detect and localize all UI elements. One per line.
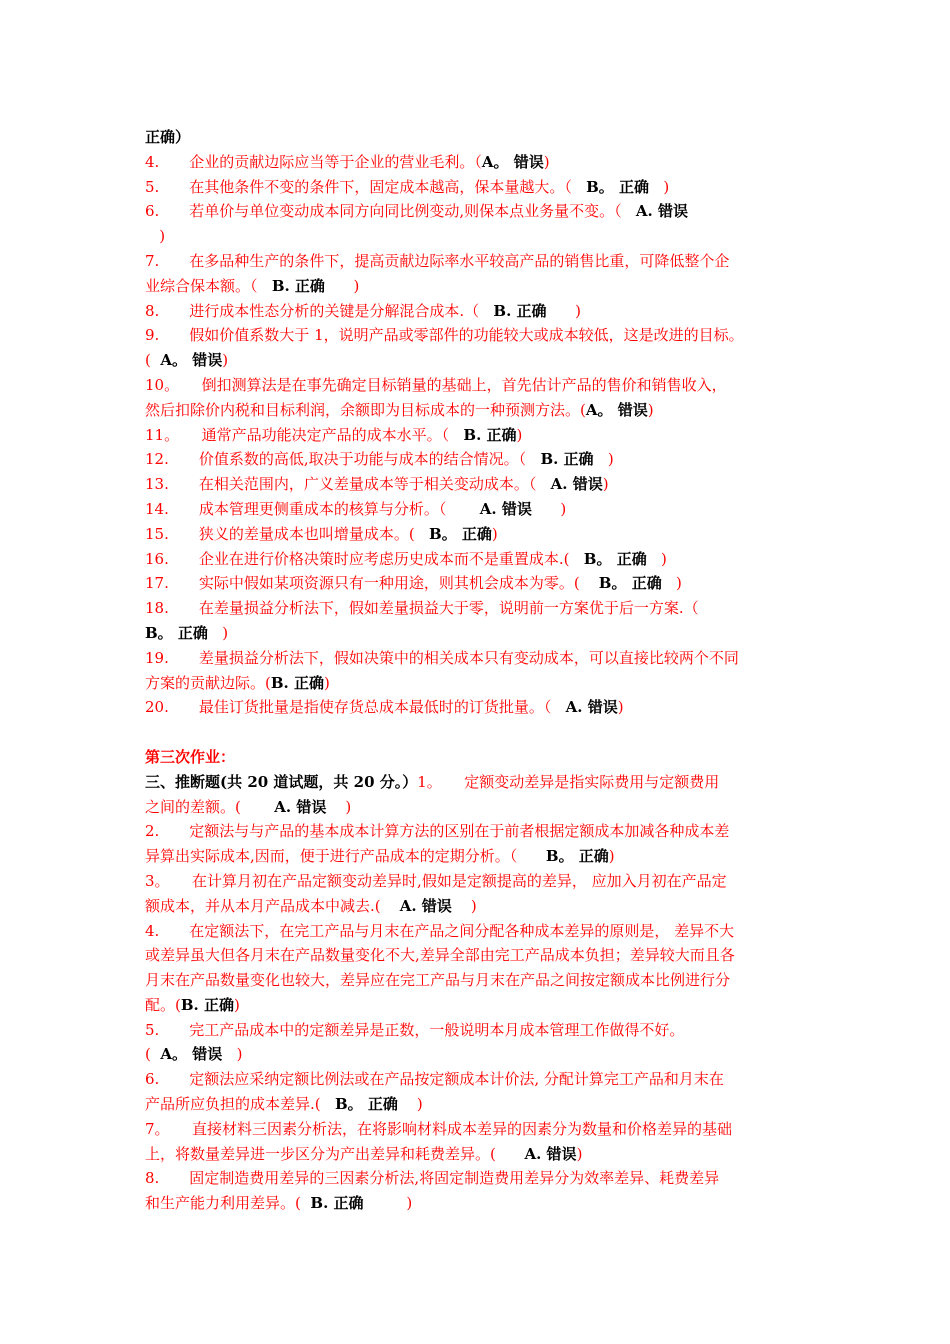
question-text: 产品所应负担的成本差异.( <box>145 1095 335 1114</box>
answer-label: A。 错误 <box>481 152 544 171</box>
answer-label: A. 错误 <box>635 202 688 221</box>
closing-paren: ) <box>233 995 240 1014</box>
closing-paren: ) <box>608 847 615 866</box>
closing-paren: ) <box>491 524 498 543</box>
question-text: 5. 在其他条件不变的条件下，固定成本越高，保本量越大。（ <box>145 177 587 196</box>
question-line <box>145 547 815 572</box>
question-line <box>145 1142 815 1167</box>
answer-label: B。 正确 <box>545 847 609 866</box>
question-line <box>145 819 815 844</box>
question-line <box>145 224 815 249</box>
closing-paren: ) <box>222 351 229 370</box>
question-line <box>145 150 815 175</box>
question-line <box>145 274 815 299</box>
question-text: 或差异虽大但各月末在产品数量变化不大,差异全部由完工产品成本负担；差异较大而且各 <box>145 946 735 965</box>
question-text: 6. 若单价与单位变动成本同方向同比例变动,则保本点业务量不变。（ <box>145 202 636 221</box>
blank-line <box>145 720 815 745</box>
closing-paren: ) <box>363 1194 413 1213</box>
closing-paren: ) <box>546 301 581 320</box>
question-line <box>145 943 815 968</box>
closing-paren: ) <box>516 425 523 444</box>
closing-paren: ) <box>397 1095 423 1114</box>
answer-label: A. 错误 <box>479 499 532 518</box>
question-text: 9. 假如价值系数大于 1，说明产品或零部件的功能较大或成本较低，这是改进的目标。 <box>145 326 744 345</box>
question-text: 19. 差量损益分析法下，假如决策中的相关成本只有变动成本，可以直接比较两个不同 <box>145 648 739 667</box>
question-text: 17. 实际中假如某项资源只有一种用途，则其机会成本为零。( <box>145 574 599 593</box>
question-text: 11。 通常产品功能决定产品的成本水平。（ <box>145 425 464 444</box>
answer-label: B。 正确 <box>429 524 492 543</box>
answer-label: B. 正确 <box>180 995 234 1014</box>
question-text: ) <box>145 227 166 246</box>
question-line <box>145 894 815 919</box>
question-line <box>145 249 815 274</box>
question-text: 18. 在差量损益分析法下，假如差量损益大于零，说明前一方案优于后一方案.（ <box>145 599 699 618</box>
question-line <box>145 299 815 324</box>
question-line <box>145 522 815 547</box>
question-text: 上，将数量差异进一步区分为产出差异和耗费差异。( <box>145 1144 525 1163</box>
closing-paren: ) <box>647 400 654 419</box>
question-text: 7. 在多品种生产的条件下，提高贡献边际率水平较高产品的销售比重，可降低整个企 <box>145 251 730 270</box>
question-text: 12. 价值系数的高低,取决于功能与成本的结合情况。（ <box>145 450 541 469</box>
question-line <box>145 1067 815 1092</box>
answer-list-part-three <box>145 770 815 1216</box>
closing-paren: ) <box>543 152 550 171</box>
closing-paren: ) <box>602 475 609 494</box>
question-line <box>145 1042 815 1067</box>
question-line <box>145 348 815 373</box>
question-text: 业综合保本额。（ <box>145 276 272 295</box>
question-line <box>145 1166 815 1191</box>
question-text: 3。 在计算月初在产品定额变动差异时,假如是定额提高的差异， 应加入月初在产品定 <box>145 871 727 890</box>
closing-paren: ) <box>324 276 360 295</box>
question-line <box>145 646 815 671</box>
question-line <box>145 1117 815 1142</box>
section-intro: 三、推断题(共 20 道试题，共 20 分。） <box>145 772 418 791</box>
answer-label: B. 正确 <box>270 673 324 692</box>
question-line <box>145 1018 815 1043</box>
question-line <box>145 472 815 497</box>
question-line <box>145 968 815 993</box>
question-text: 8. 进行成本性态分析的关键是分解混合成本.（ <box>145 301 494 320</box>
closing-paren: ) <box>661 574 682 593</box>
question-text: 2. 定额法与与产品的基本成本计算方法的区别在于前者根据定额成本加减各种成本差 <box>145 822 730 841</box>
question-text: 4. 在定额法下，在完工产品与月末在产品之间分配各种成本差异的原则是， 差异不大 <box>145 921 735 940</box>
question-line <box>145 869 815 894</box>
answer-label: A. 错误 <box>274 797 327 816</box>
closing-paren: ) <box>576 1144 583 1163</box>
closing-paren: ) <box>593 450 614 469</box>
answer-label: A. 错误 <box>550 475 603 494</box>
question-line <box>145 447 815 472</box>
answer-label: A. 错误 <box>565 698 618 717</box>
question-line <box>145 695 815 720</box>
closing-paren: ) <box>617 698 624 717</box>
answer-label: A。 错误 <box>160 351 223 370</box>
closing-paren: ) <box>222 1045 243 1064</box>
closing-paren: ) <box>531 499 567 518</box>
closing-paren: ) <box>451 896 477 915</box>
question-text: 14. 成本管理更侧重成本的核算与分析。（ <box>145 499 480 518</box>
question-line <box>145 497 815 522</box>
closing-paren: ) <box>323 673 330 692</box>
question-text: ( <box>145 351 161 370</box>
answer-list-part-two <box>145 125 815 720</box>
answer-label: 正确） <box>145 128 191 146</box>
closing-paren: ) <box>649 177 670 196</box>
answer-label: A。 错误 <box>585 400 648 419</box>
answer-label: B. 正确 <box>271 276 325 295</box>
question-text: 16. 企业在进行价格决策时应考虑历史成本而不是重置成本.( <box>145 549 584 568</box>
question-line <box>145 1191 815 1216</box>
question-line <box>145 1092 815 1117</box>
answer-label: B。 正确 <box>598 574 662 593</box>
question-line <box>145 993 815 1018</box>
question-text: 20. 最佳订货批量是指使存货总成本最低时的订货批量。（ <box>145 698 566 717</box>
question-text: 15. 狭义的差量成本也叫增量成本。( <box>145 524 430 543</box>
answer-label: B。 正确 <box>586 177 650 196</box>
question-text: 异算出实际成本,因而，便于进行产品成本的定期分析。（ <box>145 847 546 866</box>
question-line <box>145 423 815 448</box>
question-text: ( <box>145 1045 161 1064</box>
question-line <box>145 199 815 224</box>
question-line <box>145 398 815 423</box>
answer-label: B. 正确 <box>540 450 594 469</box>
closing-paren: ) <box>326 797 352 816</box>
section-title: 第三次作业： <box>145 747 236 766</box>
question-text: 7。 直接材料三因素分析法，在将影响材料成本差异的因素分为数量和价格差异的基础 <box>145 1119 733 1138</box>
question-text: 10。 倒扣测算法是在事先确定目标销量的基础上，首先估计产品的售价和销售收入， <box>145 375 727 394</box>
question-text: 1。 定额变动差异是指实际费用与定额费用 <box>417 772 720 791</box>
answer-label: B. 正确 <box>493 301 547 320</box>
question-text: 月末在产品数量变化也较大，差异应在完工产品与月末在产品之间按定额成本比例进行分 <box>145 971 731 990</box>
answer-label: B。 正确 <box>583 549 647 568</box>
question-text: 8. 固定制造费用差异的三因素分析法,将固定制造费用差异分为效率差异、耗费差异 <box>145 1169 720 1188</box>
answer-label: A。 错误 <box>160 1045 223 1064</box>
question-line <box>145 671 815 696</box>
question-text: 配。( <box>145 995 181 1014</box>
question-line <box>145 373 815 398</box>
answer-label: A. 错误 <box>399 896 452 915</box>
question-line <box>145 844 815 869</box>
question-text: 和生产能力利用差异。( <box>145 1194 311 1213</box>
question-line <box>145 125 815 150</box>
question-line <box>145 621 815 646</box>
answer-label: B。 正确 <box>145 623 208 642</box>
question-line <box>145 770 815 795</box>
answer-label: B. 正确 <box>463 425 517 444</box>
closing-paren: ) <box>646 549 667 568</box>
question-text: 方案的贡献边际。( <box>145 673 271 692</box>
question-text: 4. 企业的贡献边际应当等于企业的营业毛利。（ <box>145 152 482 171</box>
answer-label: A. 错误 <box>524 1144 577 1163</box>
question-text: 之间的差额。( <box>145 797 275 816</box>
question-line <box>145 571 815 596</box>
question-text: 然后扣除价内税和目标利润，余额即为目标成本的一种预测方法。( <box>145 400 586 419</box>
question-line <box>145 323 815 348</box>
closing-paren: ) <box>207 623 229 642</box>
question-text: 6. 定额法应采纳定额比例法或在产品按定额成本计价法, 分配计算完工产品和月末在 <box>145 1070 724 1089</box>
answer-label: B。 正确 <box>334 1095 398 1114</box>
document-page <box>145 125 815 1216</box>
question-line <box>145 919 815 944</box>
question-text: 额成本，并从本月产品成本中减去.( <box>145 896 400 915</box>
question-line <box>145 175 815 200</box>
question-text: 13. 在相关范围内，广义差量成本等于相关变动成本。（ <box>145 475 551 494</box>
answer-label: B. 正确 <box>310 1194 364 1213</box>
question-text: 5. 完工产品成本中的定额差异是正数，一般说明本月成本管理工作做得不好。 <box>145 1020 685 1039</box>
question-line <box>145 596 815 621</box>
question-line <box>145 795 815 820</box>
